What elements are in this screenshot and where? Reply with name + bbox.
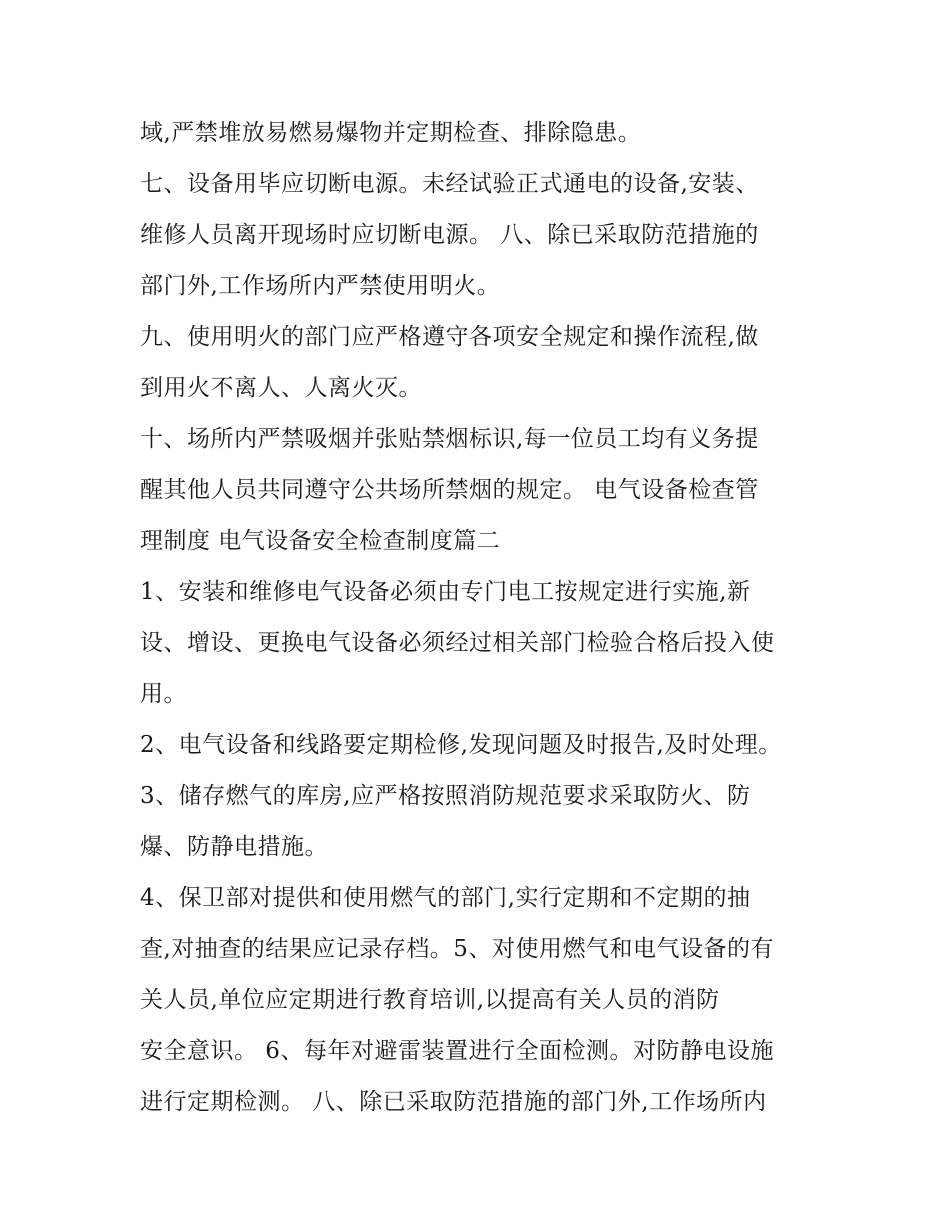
text-line: 3、储存燃气的库房,应严格按照消防规范要求采取防火、防 — [140, 783, 751, 809]
text-line: 进行定期检测。 八、除已采取防范措施的部门外,工作场所内 — [140, 1089, 767, 1115]
text-line: 设、增设、更换电气设备必须经过相关部门检验合格后投入使 — [140, 630, 775, 656]
text-line: 4、保卫部对提供和使用燃气的部门,实行定期和不定期的抽 — [140, 885, 751, 911]
text-line: 理制度 电气设备安全检查制度篇二 — [140, 528, 501, 554]
text-line: 七、设备用毕应切断电源。未经试验正式通电的设备,安装、 — [140, 171, 759, 197]
text-line: 爆、防静电措施。 — [140, 834, 328, 860]
text-line: 关人员,单位应定期进行教育培训,以提高有关人员的消防 — [140, 987, 720, 1013]
text-line: 域,严禁堆放易燃易爆物并定期检查、排除隐患。 — [140, 120, 642, 146]
text-line: 1、安装和维修电气设备必须由专门电工按规定进行实施,新 — [140, 579, 751, 605]
text-line: 九、使用明火的部门应严格遵守各项安全规定和操作流程,做 — [140, 324, 759, 350]
text-line: 部门外,工作场所内严禁使用明火。 — [140, 273, 501, 299]
text-line: 安全意识。 6、每年对避雷装置进行全面检测。对防静电设施 — [140, 1038, 774, 1064]
text-line: 十、场所内严禁吸烟并张贴禁烟标识,每一位员工均有义务提 — [140, 426, 759, 452]
text-line: 2、电气设备和线路要定期检修,发现问题及时报告,及时处理。 — [140, 732, 782, 758]
text-line: 用。 — [140, 681, 187, 707]
text-line: 查,对抽查的结果应记录存档。5、对使用燃气和电气设备的有 — [140, 936, 774, 962]
text-line: 醒其他人员共同遵守公共场所禁烟的规定。 电气设备检查管 — [140, 477, 759, 503]
document-body — [140, 108, 840, 1128]
text-line: 维修人员离开现场时应切断电源。 八、除已采取防范措施的 — [140, 222, 759, 248]
text-line: 到用火不离人、人离火灭。 — [140, 375, 422, 401]
